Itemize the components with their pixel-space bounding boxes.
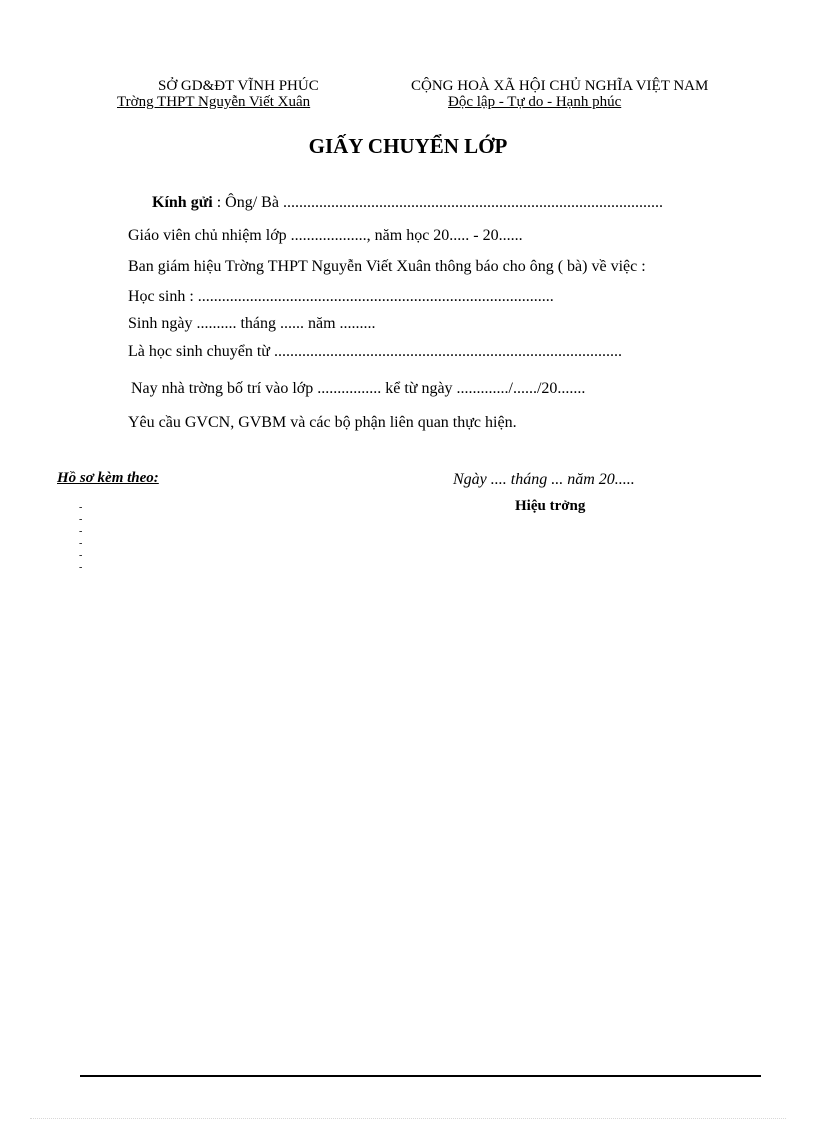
nation-title: CỘNG HOÀ XÃ HỘI CHỦ NGHĨA VIỆT NAM	[411, 78, 709, 94]
attachments-label: Hồ sơ kèm theo:	[57, 470, 159, 486]
transfer-from-line: Là học sinh chuyển từ .......................................................................................	[128, 343, 622, 360]
attachment-bullet: -	[79, 538, 83, 549]
homeroom-teacher-line: Giáo viên chủ nhiệm lớp ..................., năm học 20..... - 20......	[128, 227, 523, 244]
attachment-bullet: -	[79, 562, 83, 573]
attachment-bullet: -	[79, 514, 83, 525]
school-name: Trờng THPT Nguyễn Viết Xuân	[117, 94, 311, 110]
announcement-line: Ban giám hiệu Trờng THPT Nguyễn Viết Xuân thông báo cho ông ( bà) về việc :	[128, 258, 646, 275]
recipient-field: : Ông/ Bà ...............................................................................................	[216, 194, 663, 211]
recipient-line	[152, 194, 663, 212]
birth-date-line: Sinh ngày .......... tháng ...... năm .........	[128, 315, 376, 332]
nation-motto: Độc lập - Tự do - Hạnh phúc	[448, 94, 622, 110]
document-title: GIẤY CHUYỂN LỚP	[308, 134, 508, 158]
page-edge-dots	[30, 1118, 786, 1119]
attachment-bullet: -	[79, 502, 83, 513]
signing-date: Ngày .... tháng ... năm 20.....	[453, 471, 635, 488]
student-name-line: Học sinh : .........................................................................................	[128, 288, 554, 305]
attachment-bullet: -	[79, 550, 83, 561]
attachment-bullet: -	[79, 526, 83, 537]
assigned-class-line: Nay nhà trờng bố trí vào lớp ................ kể từ ngày ............./....../20.......	[131, 380, 586, 397]
recipient-label: Kính gửi	[152, 194, 213, 211]
org-name: SỞ GD&ĐT VĨNH PHÚC	[158, 78, 319, 94]
footer-rule	[80, 1075, 761, 1077]
request-line: Yêu cầu GVCN, GVBM và các bộ phận liên quan thực hiện.	[128, 414, 517, 431]
signer-title: Hiệu trởng	[515, 498, 586, 514]
